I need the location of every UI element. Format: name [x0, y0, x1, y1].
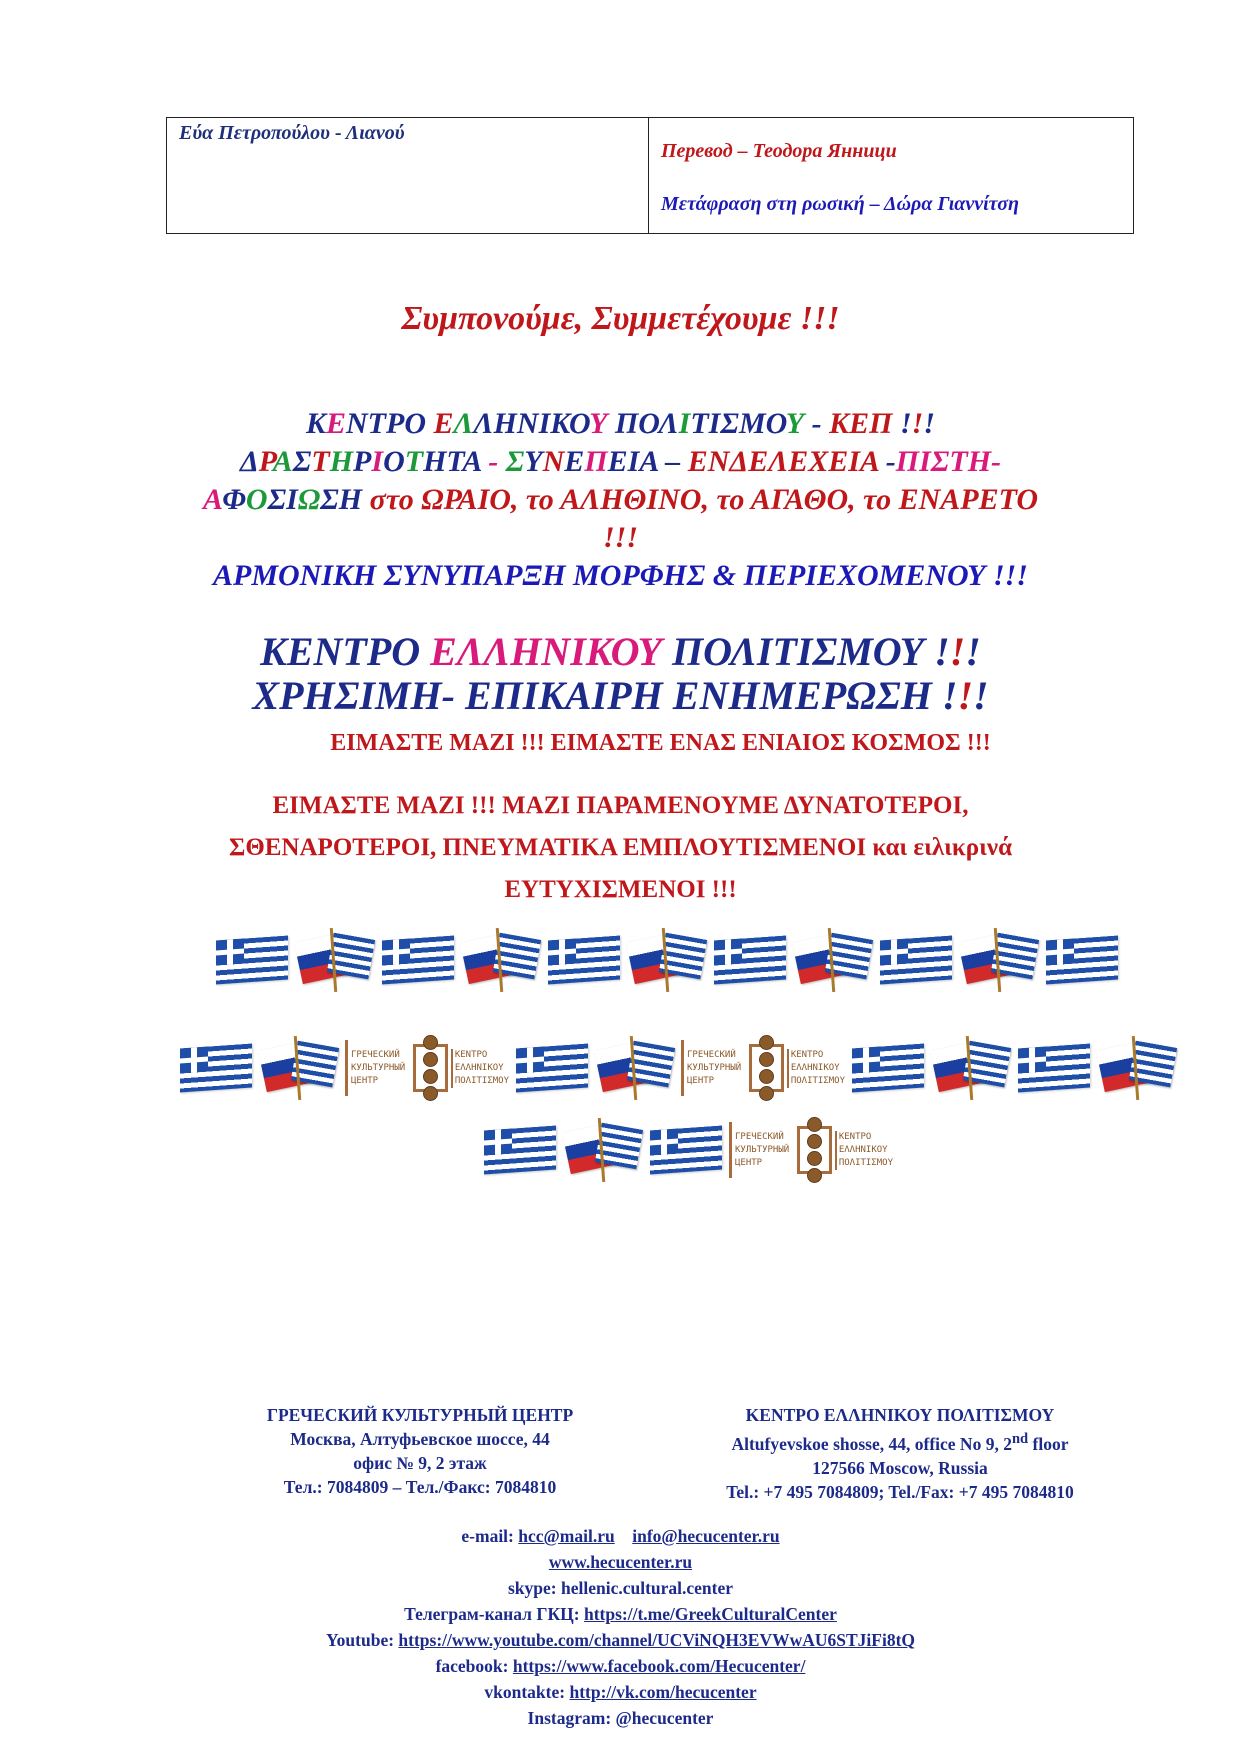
- logo-gr-line-2: ΕΛΛΗΝΙΚΟΥ: [454, 1062, 504, 1073]
- colored-text-run: Κ: [305, 407, 326, 440]
- colored-text-run: -: [480, 445, 506, 478]
- email-link-2[interactable]: info@hecucenter.ru: [632, 1526, 780, 1546]
- colored-text-run: Ο: [568, 407, 590, 440]
- website-line: [0, 1549, 1241, 1575]
- youtube-line: [0, 1627, 1241, 1653]
- colored-text-run: Η: [493, 407, 517, 440]
- greek-cultural-center-ru-logo: [345, 1040, 407, 1096]
- logo-ru-line-3: ЦЕНТР: [735, 1157, 763, 1168]
- footer-en-addr1-sup: nd: [1011, 1431, 1029, 1447]
- motto-line-2: [0, 443, 1241, 481]
- logo-gr-line-3: ΠΟΛΙΤΙΣΜΟΥ: [454, 1075, 509, 1086]
- logo-ru-line-3: ЦЕНТР: [351, 1075, 379, 1086]
- russia-greece-flags-icon: [296, 928, 374, 992]
- colored-text-run: ΕΝΔΕΛΕΧΕΙΑ: [687, 445, 879, 478]
- skype-line: skype: hellenic.cultural.center: [507, 1578, 734, 1598]
- footer-address-ru: [230, 1403, 610, 1499]
- colored-text-run: Ε: [607, 445, 628, 478]
- colored-text-run: Ο: [245, 483, 268, 516]
- motto-line-5-text: ΑΡΜΟΝΙΚΗ ΣΥΝΥΠΑΡΞΗ ΜΟΡΦΗΣ & ΠΕΡΙΕΧΟΜΕΝΟΥ !!!: [213, 559, 1028, 592]
- colored-text-run: Σ: [292, 445, 312, 478]
- colored-text-run: Υ: [589, 407, 615, 440]
- colored-text-run: !: [941, 673, 958, 718]
- author-cell: [167, 118, 649, 233]
- big-line-2: [0, 674, 1241, 718]
- logo-gr-line-3: ΠΟΛΙΤΙΣΜΟΥ: [838, 1157, 893, 1168]
- colored-text-run: Α: [639, 445, 658, 478]
- colored-text-run: ΠΟΛΙΤΙΣΜΟΥ: [671, 629, 935, 674]
- greek-flag-icon: [880, 935, 952, 984]
- footer-en-title: ΚΕΝΤΡΟ ΕΛΛΗΝΙΚΟΥ ΠΟΛΙΤΙΣΜΟΥ: [745, 1405, 1055, 1425]
- vk-line: [0, 1679, 1241, 1705]
- footer-ru-phone: Тел.: 7084809 – Тел./Факс: 7084810: [283, 1477, 557, 1497]
- colored-text-run: Ι: [371, 445, 384, 478]
- together-block: [0, 785, 1241, 911]
- coins-emblem-icon: [797, 1126, 832, 1174]
- logo-ru-line-1: ГРЕЧЕСКИЙ: [735, 1131, 784, 1142]
- greek-flag-icon: [650, 1125, 722, 1174]
- colored-text-run: !: [899, 407, 912, 440]
- motto-line-5: [0, 557, 1241, 595]
- colored-text-run: Ι: [708, 407, 721, 440]
- russia-greece-flags-icon: [932, 1036, 1010, 1100]
- colored-text-run: Υ: [524, 445, 543, 478]
- greek-flag-icon: [484, 1125, 556, 1174]
- logo-gr-line-2: ΕΛΛΗΝΙΚΟΥ: [790, 1062, 840, 1073]
- big-line-1: [0, 630, 1241, 674]
- footer-ru-addr1: Москва, Алтуфьевское шоссе, 44: [290, 1429, 550, 1449]
- colored-text-run: Ν: [542, 445, 565, 478]
- email-link-1[interactable]: hcc@mail.ru: [518, 1526, 615, 1546]
- youtube-label: Youtube:: [325, 1630, 399, 1650]
- colored-text-run: Α: [462, 445, 481, 478]
- greek-flag-icon: [548, 935, 620, 984]
- flag-row-3: [480, 1118, 896, 1182]
- russia-greece-flags-icon: [794, 928, 872, 992]
- logo-gr-line-1: ΚΕΝΤΡΟ: [790, 1049, 824, 1060]
- email-line: [0, 1523, 1241, 1549]
- kentro-ellinikou-politismou-logo: [749, 1040, 845, 1096]
- colored-text-run: Α: [272, 445, 293, 478]
- flag-row-2: [176, 1036, 1180, 1100]
- instagram-line: Instagram: @hecucenter: [527, 1708, 714, 1728]
- colored-text-run: Λ: [453, 407, 474, 440]
- greek-flag-icon: [516, 1043, 588, 1092]
- colored-text-run: !: [911, 407, 924, 440]
- russia-greece-flags-icon: [960, 928, 1038, 992]
- colored-text-run: Ο: [638, 407, 659, 440]
- colored-text-run: Ρ: [386, 407, 405, 440]
- colored-text-run: Σ: [505, 445, 525, 478]
- footer-en-phone: Tel.: +7 495 7084809; Tel./Fax: +7 495 7084810: [726, 1481, 1074, 1502]
- colored-text-run: Ι: [627, 445, 640, 478]
- big-heading: [0, 630, 1241, 718]
- colored-text-run: Ε: [325, 407, 346, 440]
- colored-text-run: !: [949, 629, 966, 674]
- coins-emblem-icon: [413, 1044, 448, 1092]
- facebook-label: facebook:: [435, 1656, 513, 1676]
- telegram-link[interactable]: https://t.me/GreekCulturalCenter: [584, 1604, 837, 1624]
- greek-cultural-center-ru-logo: [729, 1122, 791, 1178]
- logo-gr-line-1: ΚΕΝΤΡΟ: [838, 1131, 872, 1142]
- greek-flag-icon: [714, 935, 786, 984]
- colored-text-run: Κ: [550, 407, 569, 440]
- logo-ru-line-2: КУЛЬТУРНЫЙ: [687, 1062, 742, 1073]
- colored-text-run: ΠΙΣΤΗ-: [895, 445, 1002, 478]
- greek-flag-icon: [180, 1043, 252, 1092]
- logo-ru-line-2: КУЛЬТУРНЫЙ: [351, 1062, 406, 1073]
- translation-cell: [649, 118, 1133, 233]
- colored-text-run: Μ: [738, 407, 766, 440]
- colored-text-run: -: [804, 407, 830, 440]
- colored-text-run: –: [657, 445, 688, 478]
- colored-text-run: Τ: [690, 407, 709, 440]
- motto-block: [0, 405, 1241, 595]
- motto-line-1: [0, 405, 1241, 443]
- colored-text-run: Ο: [383, 445, 405, 478]
- colored-text-run: Ι: [538, 407, 551, 440]
- russia-greece-flags-icon: [628, 928, 706, 992]
- motto-line-4: !!!: [602, 521, 639, 554]
- logo-ru-line-2: КУЛЬТУРНЫЙ: [735, 1144, 790, 1155]
- colored-text-run: !: [965, 629, 981, 674]
- colored-text-run: Η: [423, 445, 447, 478]
- kentro-ellinikou-politismou-logo: [413, 1040, 509, 1096]
- colored-text-run: Τ: [311, 445, 330, 478]
- greek-flag-icon: [382, 935, 454, 984]
- logo-ru-line-1: ГРЕЧЕСКИЙ: [351, 1049, 400, 1060]
- youtube-link[interactable]: https://www.youtube.com/channel/UCViNQH3EVWwAU6STJiFi8tQ: [398, 1630, 916, 1650]
- colored-text-run: Ω: [297, 483, 321, 516]
- greek-cultural-center-ru-logo: [681, 1040, 743, 1096]
- telegram-label: Телеграм-канал ГКЦ:: [404, 1604, 584, 1624]
- colored-text-run: !: [934, 629, 950, 674]
- email-label: e-mail:: [461, 1526, 519, 1546]
- page-title: Συμπονούμε, Συμμετέχουμε !!!: [401, 300, 840, 337]
- colored-text-run: Σ: [267, 483, 287, 516]
- footer-en-addr1-b: floor: [1028, 1433, 1069, 1454]
- colored-text-run: ΕΛΛΗΝΙΚΟΥ: [430, 629, 672, 674]
- colored-text-run: Ν: [346, 407, 368, 440]
- footer-en-addr1-a: Altufyevskoe shosse, 44, office No 9, 2: [731, 1433, 1012, 1454]
- colored-text-run: Ρ: [353, 445, 372, 478]
- colored-text-run: Ι: [286, 483, 298, 516]
- coins-emblem-icon: [749, 1044, 784, 1092]
- colored-text-run: Σ: [320, 483, 339, 516]
- colored-text-run: ΚΕΝΤΡΟ: [260, 629, 431, 674]
- translation-gr: Μετάφραση στη ρωσική – Δώρα Γιαννίτση: [661, 193, 1020, 215]
- russia-greece-flags-icon: [596, 1036, 674, 1100]
- colored-text-run: Υ: [785, 407, 805, 440]
- colored-text-run: στο ΩΡΑΙΟ, το ΑΛΗΘΙΝΟ, το ΑΓΑΘΟ, το ΕΝΑΡΕΤΟ: [362, 483, 1039, 516]
- flag-row-1: [212, 928, 1122, 992]
- footer-en-addr1: [680, 1427, 1120, 1456]
- greek-flag-icon: [1018, 1043, 1090, 1092]
- colored-text-run: Ε: [564, 445, 585, 478]
- facebook-link[interactable]: https://www.facebook.com/Hecucenter/: [512, 1656, 806, 1676]
- footer-address-en: [680, 1403, 1120, 1504]
- colored-text-run: -: [878, 445, 896, 478]
- colored-text-run: Ο: [404, 407, 434, 440]
- motto-line-3: [0, 481, 1241, 519]
- colored-text-run: Φ: [222, 483, 246, 516]
- colored-text-run: Ι: [678, 407, 691, 440]
- russia-greece-flags-icon: [260, 1036, 338, 1100]
- greek-flag-icon: [1046, 935, 1118, 984]
- footer-en-addr2: 127566 Moscow, Russia: [812, 1457, 988, 1478]
- russia-greece-flags-icon: [564, 1118, 642, 1182]
- together-line: ΕΙΜΑΣΤΕ ΜΑΖΙ !!! ΕΙΜΑΣΤΕ ΕΝΑΣ ΕΝΙΑΙΟΣ ΚΟΣΜΟΣ !!!: [330, 730, 991, 756]
- logo-gr-line-1: ΚΕΝΤΡΟ: [454, 1049, 488, 1060]
- vk-link[interactable]: http://vk.com/hecucenter: [569, 1682, 757, 1702]
- colored-text-run: Τ: [446, 445, 463, 478]
- vk-label: vkontakte:: [484, 1682, 570, 1702]
- colored-text-run: Λ: [473, 407, 494, 440]
- footer-ru-addr2: офис № 9, 2 этаж: [353, 1453, 487, 1473]
- together-line-1: ΕΙΜΑΣΤΕ ΜΑΖΙ !!! ΜΑΖΙ ΠΑΡΑΜΕΝΟΥΜΕ ΔΥΝΑΤΟΤΕΡΟΙ,: [272, 792, 969, 819]
- colored-text-run: Ρ: [258, 445, 273, 478]
- kentro-ellinikou-politismou-logo: [797, 1122, 893, 1178]
- colored-text-run: Δ: [239, 445, 259, 478]
- colored-text-run: Π: [614, 407, 639, 440]
- colored-text-run: Π: [584, 445, 608, 478]
- greek-flag-icon: [852, 1043, 924, 1092]
- colored-text-run: !: [973, 673, 989, 718]
- contacts-block: [0, 1523, 1241, 1731]
- together-line-2: ΣΘΕΝΑΡΟΤΕΡΟΙ, ΠΝΕΥΜΑΤΙΚΑ ΕΜΠΛΟΥΤΙΣΜΕΝΟΙ και ειλικρινά: [228, 834, 1013, 861]
- logo-ru-line-1: ГРЕЧЕСКИЙ: [687, 1049, 736, 1060]
- colored-text-run: Η: [338, 483, 363, 516]
- colored-text-run: !: [957, 673, 974, 718]
- colored-text-run: ΚΕΠ: [829, 407, 900, 440]
- colored-text-run: Σ: [720, 407, 739, 440]
- colored-text-run: !: [923, 407, 936, 440]
- colored-text-run: Ν: [516, 407, 539, 440]
- telegram-line: [0, 1601, 1241, 1627]
- footer-ru-title: ГРЕЧЕСКИЙ КУЛЬТУРНЫЙ ЦЕНТР: [266, 1405, 574, 1425]
- facebook-line: [0, 1653, 1241, 1679]
- header-table: [166, 117, 1134, 234]
- colored-text-run: Τ: [404, 445, 424, 478]
- website-link[interactable]: www.hecucenter.ru: [548, 1552, 693, 1572]
- colored-text-run: Η: [329, 445, 354, 478]
- greek-flag-icon: [216, 935, 288, 984]
- logo-ru-line-3: ЦЕНТР: [687, 1075, 715, 1086]
- author-name: Εύα Πετροπούλου - Λιανού: [179, 122, 405, 144]
- logo-gr-line-3: ΠΟΛΙΤΙΣΜΟΥ: [790, 1075, 845, 1086]
- colored-text-run: Α: [202, 483, 223, 516]
- colored-text-run: Ο: [765, 407, 786, 440]
- together-line-3: ΕΥΤΥΧΙΣΜΕΝΟΙ !!!: [504, 876, 737, 903]
- colored-text-run: Λ: [658, 407, 679, 440]
- russia-greece-flags-icon: [1098, 1036, 1176, 1100]
- translation-ru: Перевод – Теодора Янници: [661, 140, 897, 162]
- colored-text-run: ΧΡΗΣΙΜΗ- ΕΠΙΚΑΙΡΗ ΕΝΗΜΕΡΩΣΗ: [252, 673, 942, 718]
- russia-greece-flags-icon: [462, 928, 540, 992]
- colored-text-run: Ε: [433, 407, 454, 440]
- logo-gr-line-2: ΕΛΛΗΝΙΚΟΥ: [838, 1144, 888, 1155]
- colored-text-run: Τ: [367, 407, 386, 440]
